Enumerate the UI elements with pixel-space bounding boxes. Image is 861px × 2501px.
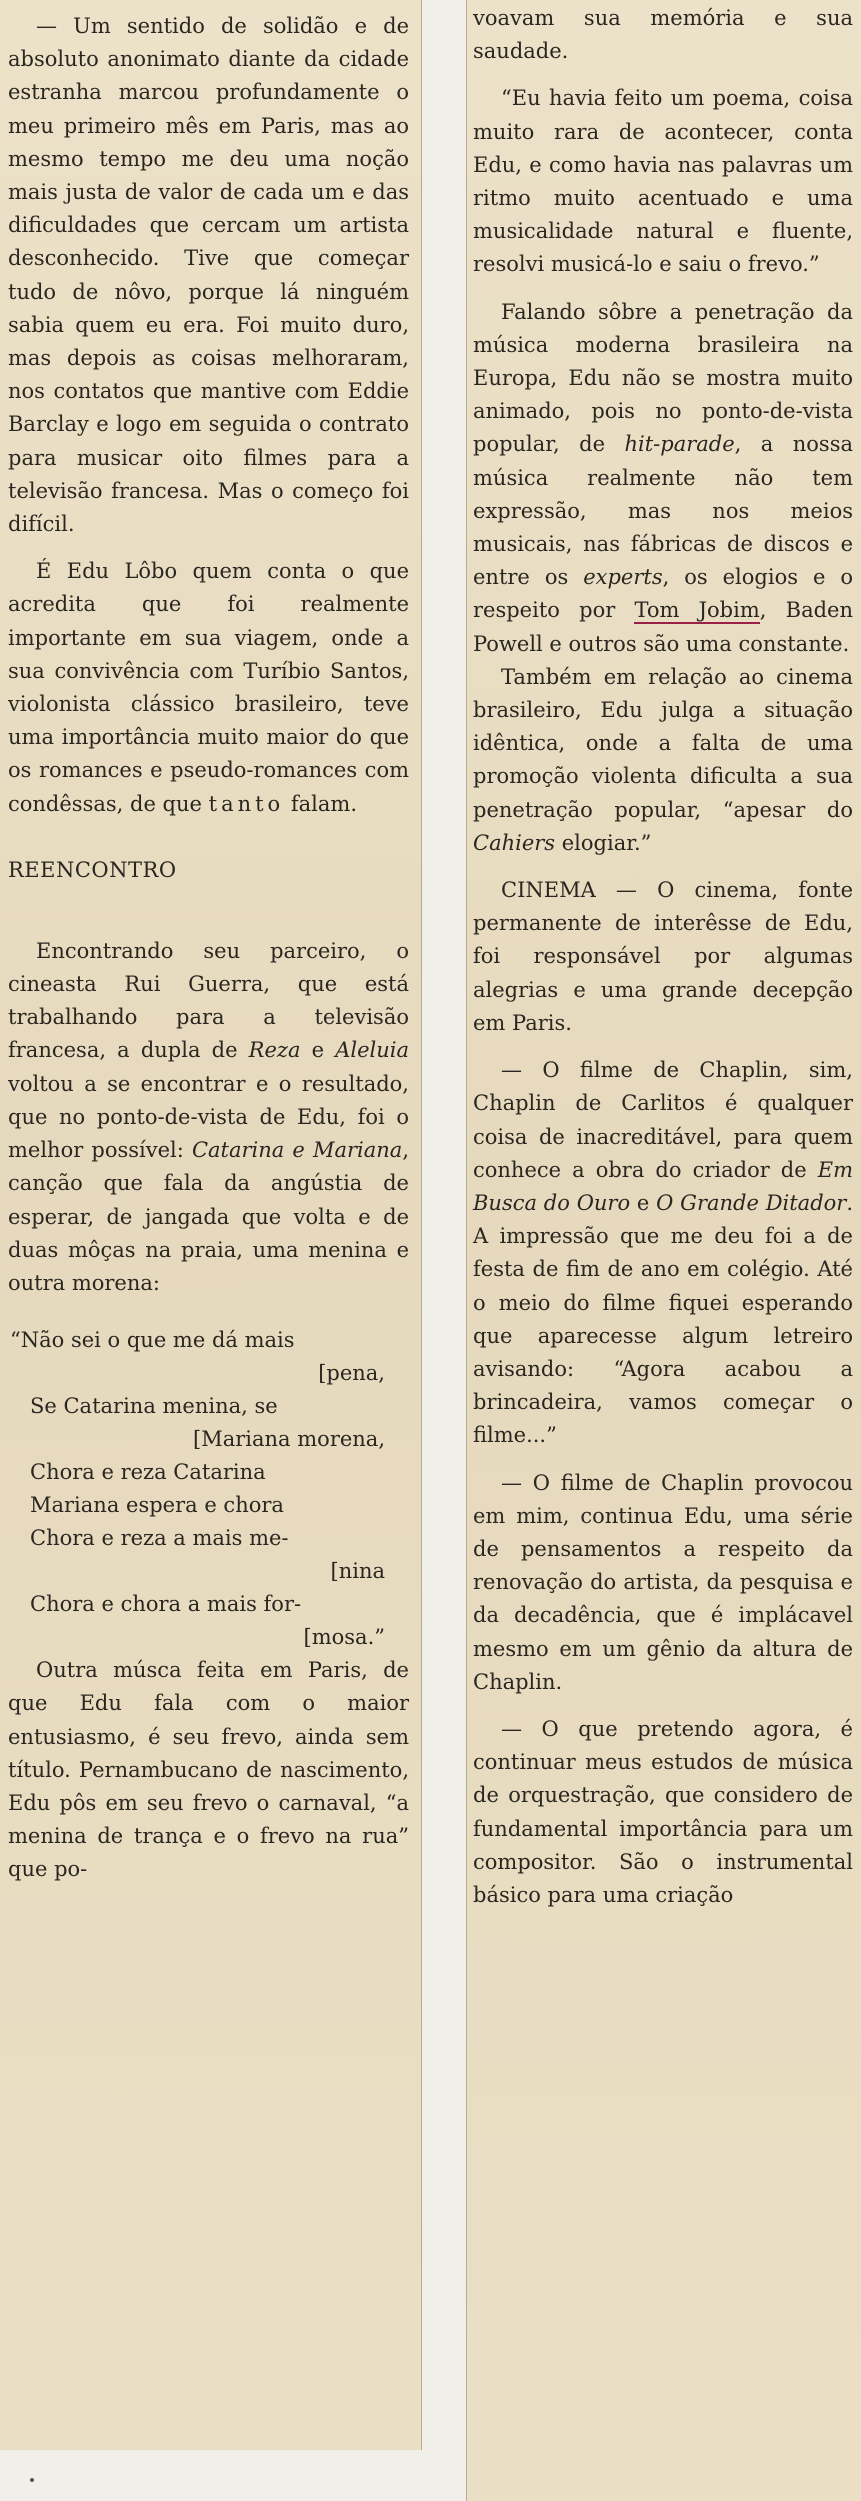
- song-lyrics: [8, 1324, 409, 1654]
- lyric-line: [mosa.”: [303, 1625, 385, 1650]
- section-heading: REENCONTRO: [8, 857, 177, 882]
- lyric-line: Chora e reza Catarina: [30, 1460, 266, 1485]
- paragraph-poema: “Eu havia feito um poema, coisa muito rara de acontecer, conta Edu, e como havia nas palavras um ritmo muito acentuado e uma musicalidade natural e fluente, resolvi musicá-lo e saiu o frevo.”: [473, 86, 853, 277]
- paragraph-estudos: — O que pretendo agora, é continuar meus estudos de música de orquestração, que considero de fundamental importância para um compositor. São o instrumental básico para uma criação: [473, 1716, 853, 1907]
- lyric-line: Se Catarina menina, se: [30, 1394, 278, 1419]
- paragraph-europa: Falando sôbre a penetração da música moderna brasileira na Europa, Edu não se mostra muito animado, pois no ponto-de-vista popular, de hit-parade, a nossa música realmente não tem expressão, mas nos meios musicais, nas fábricas de discos e entre os experts, os elogios e o respeito por Tom Jobim, Baden Powell e outros são uma constante.: [473, 299, 853, 656]
- page-gap: [422, 0, 466, 2501]
- lyric-line: [Mariana morena,: [193, 1427, 385, 1452]
- lyric-line: Mariana espera e chora: [30, 1493, 284, 1518]
- paragraph-frevo: Outra músca feita em Paris, de que Edu fala com o maior entusiasmo, é seu frevo, ainda sem título. Pernambucano de nascimento, Edu pôs em seu frevo o carnaval, “a menina de trança e o frevo na rua” que po-: [8, 1658, 409, 1882]
- paragraph-opening: — Um sentido de solidão e de absoluto anonimato diante da cidade estranha marcou profundamente o meu primeiro mês em Paris, mas ao mesmo tempo me deu uma noção mais justa de valor de cada um e das dificuldades que cercam um artista desconhecido. Tive que começar tudo de nôvo, porque lá ninguém sabia quem eu era. Foi muito duro, mas depois as coisas melhoraram, nos contatos que mantive com Eddie Barclay e logo em seguida o contrato para musicar oito filmes para a televisão francesa. Mas o começo foi difícil.: [8, 14, 409, 537]
- lyric-line: Chora e chora a mais for-: [30, 1592, 302, 1617]
- lyric-line: [pena,: [318, 1361, 385, 1386]
- paragraph-cinema-brasileiro: Também em relação ao cinema brasileiro, Edu julga a situação idêntica, onde a falta de uma promoção violenta dificulta a sua penetração popular, “apesar do Cahiers elogiar.”: [473, 664, 853, 855]
- paragraph-cinema: CINEMA — O cinema, fonte permanente de interêsse de Edu, foi responsável por algumas alegrias e uma grande decepção em Paris.: [473, 878, 853, 1035]
- paragraph-reencontro: Encontrando seu parceiro, o cineasta Rui Guerra, que está trabalhando para a televisão francesa, a dupla de Reza e Aleluia voltou a se encontrar e o resultado, que no ponto-de-vista de Edu, foi o melhor possível: Catarina e Mariana, canção que fala da angústia de esperar, de jangada que volta e de duas môças na praia, uma menina e outra morena:: [8, 938, 410, 1295]
- paragraph-continuation: voavam sua memória e sua saudade.: [473, 6, 853, 64]
- lyric-line: [nina: [330, 1559, 385, 1584]
- lyric-line: “Não sei o que me dá mais: [10, 1328, 295, 1353]
- ink-speck: [30, 2478, 34, 2482]
- pen-underline: Tom Jobim: [634, 598, 760, 623]
- lyric-line: Chora e reza a mais me-: [30, 1526, 289, 1551]
- left-column-clipping: [0, 0, 422, 2450]
- page-background: [0, 2450, 466, 2501]
- paragraph-renovacao: — O filme de Chaplin provocou em mim, continua Edu, uma série de pensamentos a respeito da renovação do artista, da pesquisa e da decadência, que é implácavel mesmo em um gênio da altura de Chaplin.: [473, 1470, 853, 1694]
- right-column-clipping: [466, 0, 861, 2501]
- paragraph-chaplin: — O filme de Chaplin, sim, Chaplin de Carlitos é qualquer coisa de inacreditável, para quem conhece a obra do criador de Em Busca do Ouro e O Grande Ditador. A impressão que me deu foi a de festa de fim de ano em colégio. Até o meio do filme fiquei esperando que aparecesse algum letreiro avisando: “Agora acabou a brincadeira, vamos começar o filme...”: [473, 1058, 854, 1448]
- paragraph-edu-lobo: É Edu Lôbo quem conta o que acredita que foi realmente importante em sua viagem, onde a sua convivência com Turíbio Santos, violonista clássico brasileiro, teve uma importância muito maior do que os romances e pseudo-romances com condêssas, de que tanto falam.: [8, 559, 409, 816]
